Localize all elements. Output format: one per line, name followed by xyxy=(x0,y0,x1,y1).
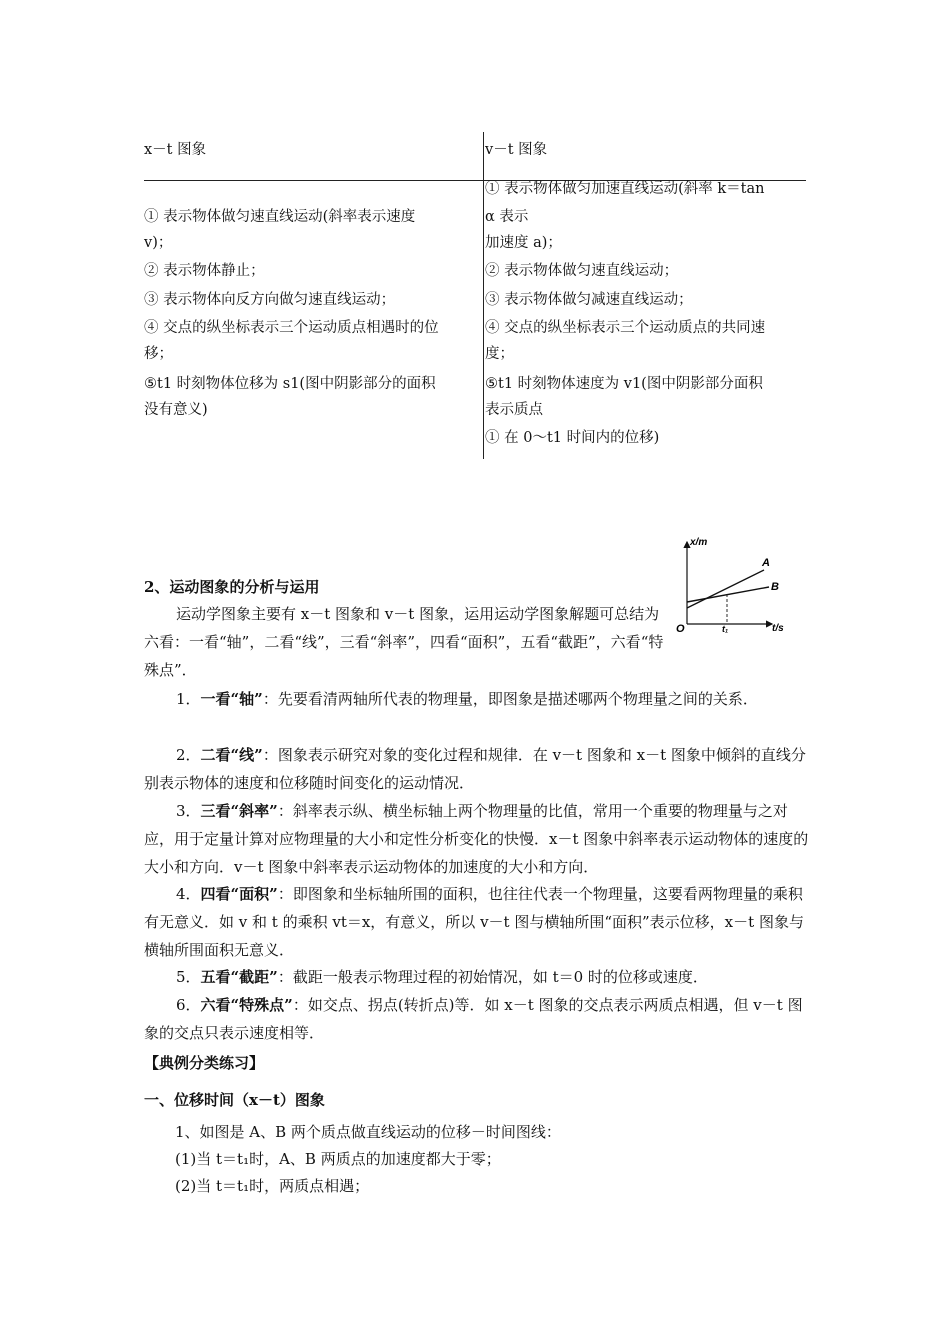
point-key: 五看“截距” xyxy=(200,968,278,986)
point-num: 6． xyxy=(176,996,201,1014)
point-num: 1． xyxy=(176,690,201,708)
point-text: ：斜率表示纵、横坐标轴上两个物理量的比值，常用一个重要的物理量与之对应，用于定量计算对应物理量的大小和定性分析变化的快慢．x－t 图象中斜率表示运动物体的速度的大小和方向．v－t 图象中斜率表示运动物体的加速度的大小和方向． xyxy=(144,802,809,876)
table-right-line: 加速度 a)； xyxy=(485,235,562,251)
point-text: ：如交点、拐点(转折点)等．如 x－t 图象的交点表示两质点相遇，但 v－t 图象的交点只表示速度相等． xyxy=(144,996,803,1042)
section-2-intro: 运动学图象主要有 x－t 图象和 v－t 图象，运用运动学图象解题可总结为六看：一看“轴”，二看“线”，三看“斜率”，四看“面积”，五看“截距”，六看“特殊点”． xyxy=(144,605,664,679)
point-text: ：截距一般表示物理过程的初始情况，如 t＝0 时的位移或速度． xyxy=(277,968,708,986)
point-num: 3． xyxy=(176,802,201,820)
table-divider-vertical xyxy=(483,132,484,459)
x-axis-label: t/s xyxy=(772,623,784,634)
point-num: 5． xyxy=(176,968,201,986)
point-key: 三看“斜率” xyxy=(200,802,278,820)
point-text: ：即图象和坐标轴所围的面积，也往往代表一个物理量，这要看两物理量的乘积有无意义．如 v 和 t 的乘积 vt＝x，有意义，所以 v－t 图与横轴所围“面积”表示位移，x－t 图象与横轴所围面积无意义． xyxy=(144,885,804,959)
line-b-label: B xyxy=(771,581,779,593)
table-left-line: ④ 交点的纵坐标表示三个运动质点相遇时的位 xyxy=(144,320,439,336)
table-left-line: 移； xyxy=(144,346,173,362)
point-1 xyxy=(144,685,816,713)
table-right-line: α 表示 xyxy=(485,209,529,225)
line-b xyxy=(687,587,769,602)
section-2-heading: 2、运动图象的分析与运用 xyxy=(144,578,320,596)
point-key: 二看“线” xyxy=(200,746,263,764)
y-axis-label: x/m xyxy=(690,537,708,548)
question-1: 1、如图是 A、B 两个质点做直线运动的位移－时间图线： xyxy=(175,1123,561,1141)
table-left-line: 没有意义) xyxy=(144,402,208,418)
point-key: 六看“特殊点” xyxy=(200,996,293,1014)
point-num: 2． xyxy=(176,746,201,764)
point-key: 一看“轴” xyxy=(200,690,263,708)
table-right-line: 表示质点 xyxy=(485,402,543,418)
table-right-line: ① 在 0～t1 时间内的位移) xyxy=(485,430,660,446)
point-6 xyxy=(144,991,816,1047)
question-1-part-1: (1)当 t＝t₁时，A、B 两质点的加速度都大于零； xyxy=(175,1150,501,1168)
table-left-line: ① 表示物体做匀速直线运动(斜率表示速度 xyxy=(144,209,416,225)
table-left-line: ⑤t1 时刻物体位移为 s1(图中阴影部分的面积 xyxy=(144,376,436,392)
point-5 xyxy=(144,963,816,991)
point-2 xyxy=(144,741,816,797)
table-header-xt: x－t 图象 xyxy=(144,142,207,158)
point-text: ：图象表示研究对象的变化过程和规律．在 v－t 图象和 x－t 图象中倾斜的直线分别表示物体的速度和位移随时间变化的运动情况． xyxy=(144,746,806,792)
table-left-line: ③ 表示物体向反方向做匀速直线运动； xyxy=(144,292,396,308)
point-key: 四看“面积” xyxy=(200,885,278,903)
point-num: 4． xyxy=(176,885,201,903)
practice-sub-heading: 一、位移时间（x－t）图象 xyxy=(144,1091,325,1109)
line-a-label: A xyxy=(762,557,770,569)
question-1-part-2: (2)当 t＝t₁时，两质点相遇； xyxy=(175,1177,370,1195)
xt-graph-figure xyxy=(672,532,796,636)
table-right-line: ④ 交点的纵坐标表示三个运动质点的共同速 xyxy=(485,320,766,336)
point-text: ：先要看清两轴所代表的物理量，即图象是描述哪两个物理量之间的关系． xyxy=(262,690,758,708)
line-a xyxy=(687,570,764,608)
origin-label: O xyxy=(676,623,685,635)
table-header-vt: v－t 图象 xyxy=(485,142,548,158)
table-right-line: ① 表示物体做匀加速直线运动(斜率 k＝tan xyxy=(485,181,765,197)
table-right-line: ③ 表示物体做匀减速直线运动； xyxy=(485,292,693,308)
table-right-line: 度； xyxy=(485,346,514,362)
table-right-line: ⑤t1 时刻物体速度为 v1(图中阴影部分面积 xyxy=(485,376,763,392)
table-left-line: ② 表示物体静止； xyxy=(144,263,265,279)
table-left-line: v)； xyxy=(144,235,173,251)
practice-title: 【典例分类练习】 xyxy=(144,1054,265,1072)
point-4 xyxy=(144,880,816,964)
table-right-line: ② 表示物体做匀速直线运动； xyxy=(485,263,679,279)
t1-tick-label: t₁ xyxy=(722,624,729,634)
point-3 xyxy=(144,797,816,881)
